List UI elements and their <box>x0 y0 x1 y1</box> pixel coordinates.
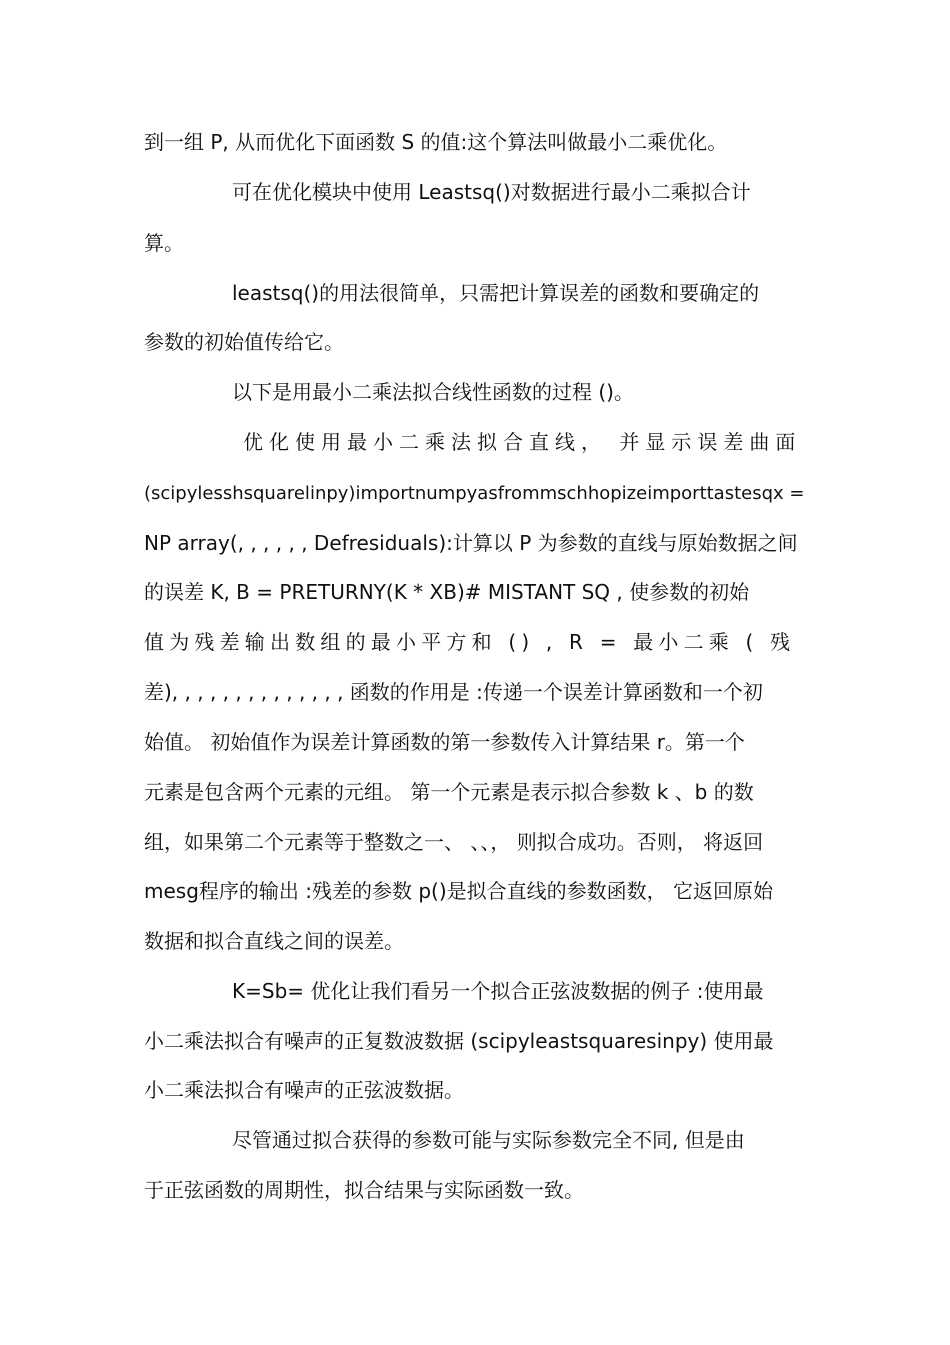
text-line-13: 始值。 初始值作为误差计算函数的第一参数传入计算结果 r。第一个 <box>144 730 745 754</box>
text-line-9: NP array(, , , , , , Defresiduals):计算以 P 为参数的直线与原始数据之间 <box>144 531 798 555</box>
text-line-8: (scipylesshsquarelinpy)importnumpyasfrommschhopizeimporttastesqx = <box>144 483 805 504</box>
text-line-16: mesg程序的输出 :残差的参数 p()是拟合直线的参数函数， 它返回原始 <box>144 879 774 903</box>
text-line-5: 参数的初始值传给它。 <box>144 330 344 354</box>
text-line-11: 值为残差输出数组的最小平方和 () , R = 最小二乘 ( 残 <box>144 630 796 654</box>
text-line-15: 组，如果第二个元素等于整数之一、 、、， 则拟合成功。否则， 将返回 <box>144 830 764 854</box>
text-line-12: 差), , , , , , , , , , , , , , 函数的作用是 :传递一个误差计算函数和一个初 <box>144 680 763 704</box>
text-line-3: 算。 <box>144 231 184 255</box>
text-line-17: 数据和拟合直线之间的误差。 <box>144 929 404 953</box>
text-line-20: 小二乘法拟合有噪声的正弦波数据。 <box>144 1078 464 1102</box>
text-line-2: 可在优化模块中使用 Leastsq()对数据进行最小二乘拟合计 <box>232 180 751 204</box>
text-line-21: 尽管通过拟合获得的参数可能与实际参数完全不同, 但是由 <box>232 1128 745 1152</box>
text-line-14: 元素是包含两个元素的元组。 第一个元素是表示拟合参数 k 、b 的数 <box>144 780 754 804</box>
text-line-1: 到一组 P, 从而优化下面函数 S 的值:这个算法叫做最小二乘优化。 <box>144 130 728 154</box>
text-line-19: 小二乘法拟合有噪声的正复数波数据 (scipyleastsquaresinpy) 使用最 <box>144 1029 774 1053</box>
text-line-22: 于正弦函数的周期性，拟合结果与实际函数一致。 <box>144 1178 584 1202</box>
text-line-18: K=Sb= 优化让我们看另一个拟合正弦波数据的例子 :使用最 <box>232 979 764 1003</box>
text-line-6: 以下是用最小二乘法拟合线性函数的过程 ()。 <box>232 380 634 404</box>
text-line-4: leastsq()的用法很简单，只需把计算误差的函数和要确定的 <box>232 281 760 305</box>
text-line-10: 的误差 K, B = PRETURNY(K * XB)# MISTANT SQ , 使参数的初始 <box>144 580 750 604</box>
text-line-7: 优化使用最小二乘法拟合直线， 并显示误差曲面 <box>243 430 802 454</box>
